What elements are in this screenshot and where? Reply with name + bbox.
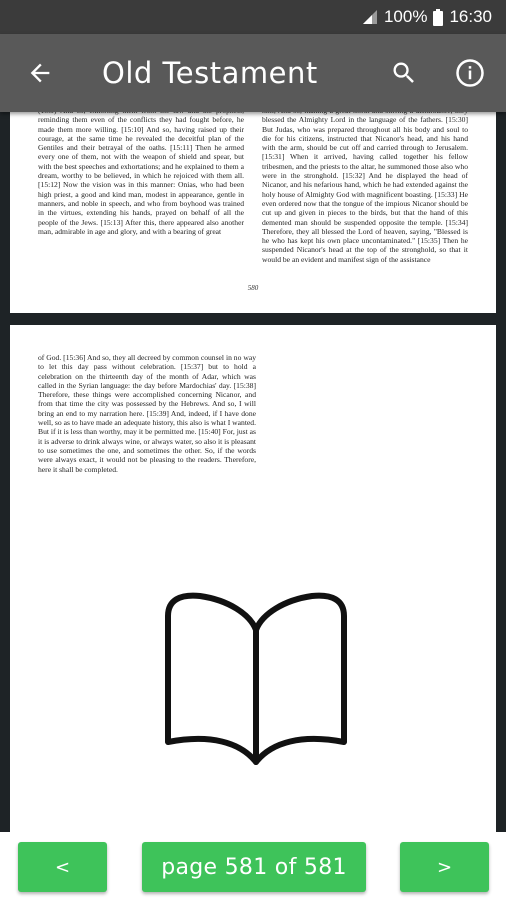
battery-percent: 100% [383,7,428,26]
previous-page-button[interactable]: < [18,842,107,892]
open-book-icon [160,590,352,770]
pagination-bar [0,832,506,900]
search-icon [390,59,418,87]
status-bar [0,0,506,34]
app-bar [0,34,506,112]
info-button[interactable] [450,53,490,93]
info-icon [455,58,485,88]
text-column-left: reminding them even of the conflicts they had fought before, he made them more willing. [15:10] And so, having raised up their courage, at the same time he revealed the deceitful plan of the Gentiles and their betrayal of the oaths. [15:11] Then he armed every one of them, not with the weapon of shield and spear, but with the best speeches and exhortations; and he explained to them a dream, worthy to be believed, in which he rejoiced with them all. [15:12] Now the vision was in this manner: Onias, who had been high priest, a good and kind man, modest in appearance, gentle in manners, and noble in speech, and who from boyhood was trained in the virtues, extending his hands, prayed on behalf of all the people of the Jews. [15:13] After this, there appeared also another man, admirable in age and glory, and with a bearing of great [38,115,244,236]
page-text: of God. [15:36] And so, they all decreed by common counsel in no way to let this day pass without celebration. [15:37] but to hold a celebration on the thirteenth day of the month of Adar, which was called in the Syrian language: the day before Mardochias' day. [15:38] Therefore, these things were accomplished concerning Nicanor, and from that time the city was possessed by the Hebrews. And so, I will bring an end to my narration here. [15:39] And, indeed, if I have done well, so as to have made an adequate history, this also is what I wanted. But if it is less than worthy, may it be permitted me. [15:40] For, just as it is adverse to drink always wine, or always water, so also it is pleasant to use sometimes the one, and sometimes the other. So, if the words were always exact, it would not be pleasing to the readers. Therefore, here it shall be completed. [38,353,258,474]
next-page-button[interactable]: > [400,842,489,892]
page-title: Old Testament [102,56,318,90]
search-button[interactable] [384,53,424,93]
current-page [10,325,496,845]
page-viewer[interactable] [0,112,506,832]
signal-icon [362,9,378,25]
text-column-right: blessed the Almighty Lord in the language of the fathers. [15:30] But Judas, who was prepared throughout all his body and soul to die for his citizens, instructed that Nicanor's head, and his hand with the arm, should be cut off and carried through to Jerusalem. [15:31] When it arrived, having called together his fellow tribesmen, and the priests to the altar, he summoned those also who were in the stronghold. [15:32] And he displayed the head of Nicanor, and his nefarious hand, which he had extended against the holy house of Almighty God with magnificent boasting. [15:33] He even ordered now that the tongue of the impious Nicanor should be cut up and given in pieces to the birds, but that the hand of this demented man should be suspended opposite the temple. [15:34] Therefore, they all blessed the Lord of heaven, saying, "Blessed is he who has kept his own place uncontaminated." [15:35] Then he suspended Nicanor's head at the top of the stronghold, so that it would be an evident and manifest sign of the assistance [262,115,468,264]
previous-page [10,112,496,313]
back-arrow-icon [26,59,54,87]
battery-icon [433,9,443,26]
clock: 16:30 [449,7,492,26]
back-button[interactable] [20,53,60,93]
page-number: 580 [247,284,259,292]
page-indicator-button[interactable]: page 581 of 581 [142,842,366,892]
